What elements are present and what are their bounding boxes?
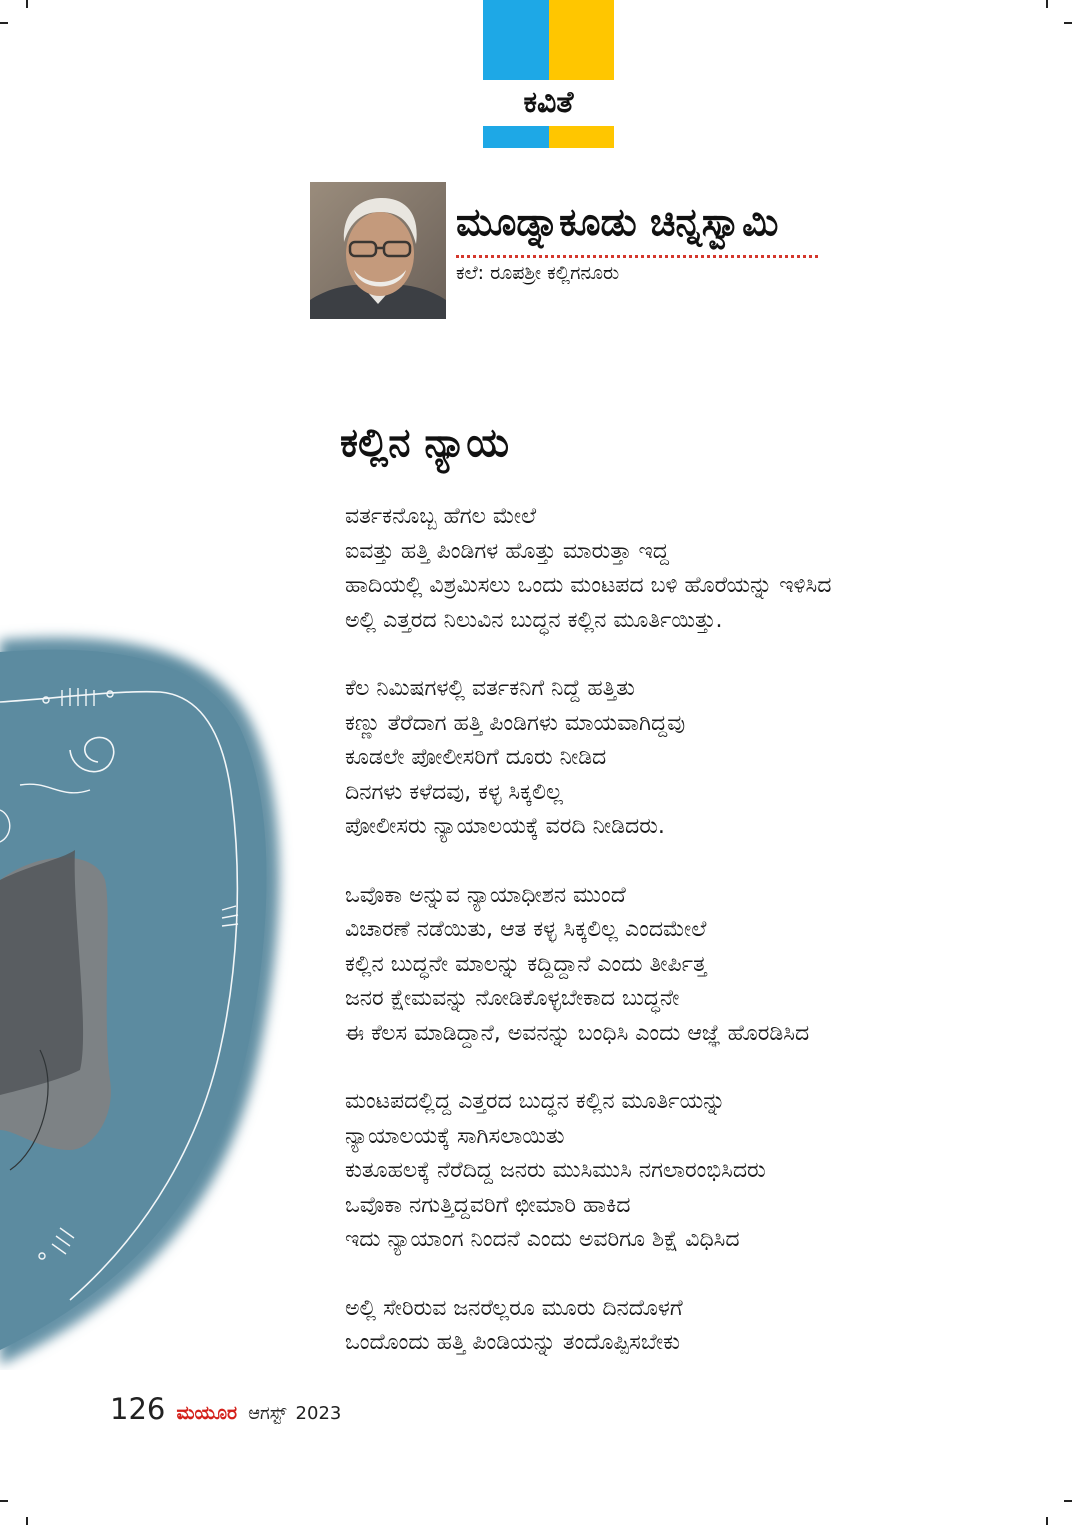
poem-line: ಒಂದೊಂದು ಹತ್ತಿ ಪಿಂಡಿಯನ್ನು ತಂದೊಪ್ಪಿಸಬೇಕು	[345, 1330, 680, 1355]
poem-line: ಅಲ್ಲಿ ಸೇರಿರುವ ಜನರೆಲ್ಲರೂ ಮೂರು ದಿನದೊಳಗೆ	[345, 1295, 683, 1321]
author-photo	[310, 182, 446, 319]
poem-line: ನ್ಯಾಯಾಲಯಕ್ಕೆ ಸಾಗಿಸಲಾಯಿತು	[345, 1123, 565, 1149]
poem-line: ಕೂಡಲೇ ಪೋಲೀಸರಿಗೆ ದೂರು ನೀಡಿದ	[345, 745, 607, 770]
page-number: 126	[110, 1392, 166, 1426]
poem-line: ದಿನಗಳು ಕಳೆದವು, ಕಳ್ಳ ಸಿಕ್ಕಲಿಲ್ಲ	[345, 779, 563, 805]
author-underline	[456, 255, 818, 258]
poem-title: ಕಲ್ಲಿನ ನ್ಯಾಯ	[340, 420, 510, 466]
crop-mark	[1064, 22, 1072, 24]
section-tag-label: ಕವಿತೆ	[523, 85, 574, 120]
crop-mark	[0, 1500, 8, 1502]
tag-color-bar-top	[483, 0, 614, 80]
crop-mark	[1046, 1517, 1048, 1525]
poem-line: ಕಣ್ಣು ತೆರೆದಾಗ ಹತ್ತಿ ಪಿಂಡಿಗಳು ಮಾಯವಾಗಿದ್ದವು	[345, 710, 686, 736]
crop-mark	[26, 1517, 28, 1525]
issue-year: 2023	[295, 1403, 342, 1424]
issue-month: ಆಗಸ್ಟ್	[248, 1403, 287, 1424]
section-tag	[483, 0, 614, 148]
poem-line: ಈ ಕೆಲಸ ಮಾಡಿದ್ದಾನೆ, ಅವನನ್ನು ಬಂಧಿಸಿ ಎಂದು ಆಜ್ಞೆ ಹೊರಡಿಸಿದ	[345, 1020, 810, 1046]
author-name: ಮೂಡ್ನಾಕೂಡು ಚಿನ್ನಸ್ವಾಮಿ	[456, 200, 779, 244]
poem-line: ಜನರ ಕ್ಷೇಮವನ್ನು ನೋಡಿಕೊಳ್ಳಬೇಕಾದ ಬುದ್ಧನೇ	[345, 986, 680, 1011]
poem-line: ಕೆಲ ನಿಮಿಷಗಳಲ್ಲಿ ವರ್ತಕನಿಗೆ ನಿದ್ದೆ ಹತ್ತಿತು	[345, 676, 635, 701]
crop-mark	[1046, 0, 1048, 8]
poem-line: ಒವೊಕಾ ಅನ್ನುವ ನ್ಯಾಯಾಧೀಶನ ಮುಂದೆ	[345, 882, 626, 908]
poem-line: ಐವತ್ತು ಹತ್ತಿ ಪಿಂಡಿಗಳ ಹೊತ್ತು ಮಾರುತ್ತಾ ಇದ್ದ	[345, 538, 670, 564]
crop-mark	[26, 0, 28, 8]
crop-mark	[0, 22, 8, 24]
stanza	[345, 879, 1025, 1052]
crop-mark	[1064, 1500, 1072, 1502]
stanza	[345, 1292, 1025, 1361]
poem-line: ಪೋಲೀಸರು ನ್ಯಾಯಾಲಯಕ್ಕೆ ವರದಿ ನೀಡಿದರು.	[345, 814, 665, 839]
illustration	[0, 610, 330, 1370]
poem-line: ಮಂಟಪದಲ್ಲಿದ್ದ ಎತ್ತರದ ಬುದ್ಧನ ಕಲ್ಲಿನ ಮೂರ್ತಿಯನ್ನು	[345, 1089, 726, 1114]
poem-line: ಅಲ್ಲಿ ಎತ್ತರದ ನಿಲುವಿನ ಬುದ್ಧನ ಕಲ್ಲಿನ ಮೂರ್ತಿಯಿತ್ತು.	[345, 607, 723, 633]
stanza	[345, 500, 1025, 638]
tag-color-bar-bottom	[483, 126, 614, 148]
magazine-name: ಮಯೂರ	[176, 1402, 238, 1424]
poem-line: ವಿಚಾರಣೆ ನಡೆಯಿತು, ಆತ ಕಳ್ಳ ಸಿಕ್ಕಲಿಲ್ಲ ಎಂದಮೇಲೆ	[345, 917, 707, 942]
art-credit: ಕಲೆ: ರೂಪಶ್ರೀ ಕಲ್ಲಿಗನೂರು	[456, 262, 620, 284]
stanza	[345, 672, 1025, 845]
poem-line: ಕಲ್ಲಿನ ಬುದ್ಧನೇ ಮಾಲನ್ನು ಕದ್ದಿದ್ದಾನೆ ಎಂದು ತೀರ್ಪಿತ್ತ	[345, 951, 707, 977]
poem-line: ವರ್ತಕನೊಬ್ಬ ಹೆಗಲ ಮೇಲೆ	[345, 504, 537, 529]
poem-line: ಒವೊಕಾ ನಗುತ್ತಿದ್ದವರಿಗೆ ಛೀಮಾರಿ ಹಾಕಿದ	[345, 1192, 631, 1218]
page-footer	[110, 1392, 341, 1426]
stanza	[345, 1085, 1025, 1258]
dark-shape	[0, 850, 83, 1095]
poem-line: ಕುತೂಹಲಕ್ಕೆ ನೆರೆದಿದ್ದ ಜನರು ಮುಸಿಮುಸಿ ನಗಲಾರಂಭಿಸಿದರು	[345, 1158, 766, 1183]
poem-line: ಇದು ನ್ಯಾಯಾಂಗ ನಿಂದನೆ ಎಂದು ಅವರಿಗೂ ಶಿಕ್ಷೆ ವಿಧಿಸಿದ	[345, 1227, 740, 1252]
poem-body	[345, 500, 1025, 1395]
poem-line: ಹಾದಿಯಲ್ಲಿ ವಿಶ್ರಮಿಸಲು ಒಂದು ಮಂಟಪದ ಬಳಿ ಹೊರೆಯನ್ನು ಇಳಿಸಿದ	[345, 573, 832, 598]
